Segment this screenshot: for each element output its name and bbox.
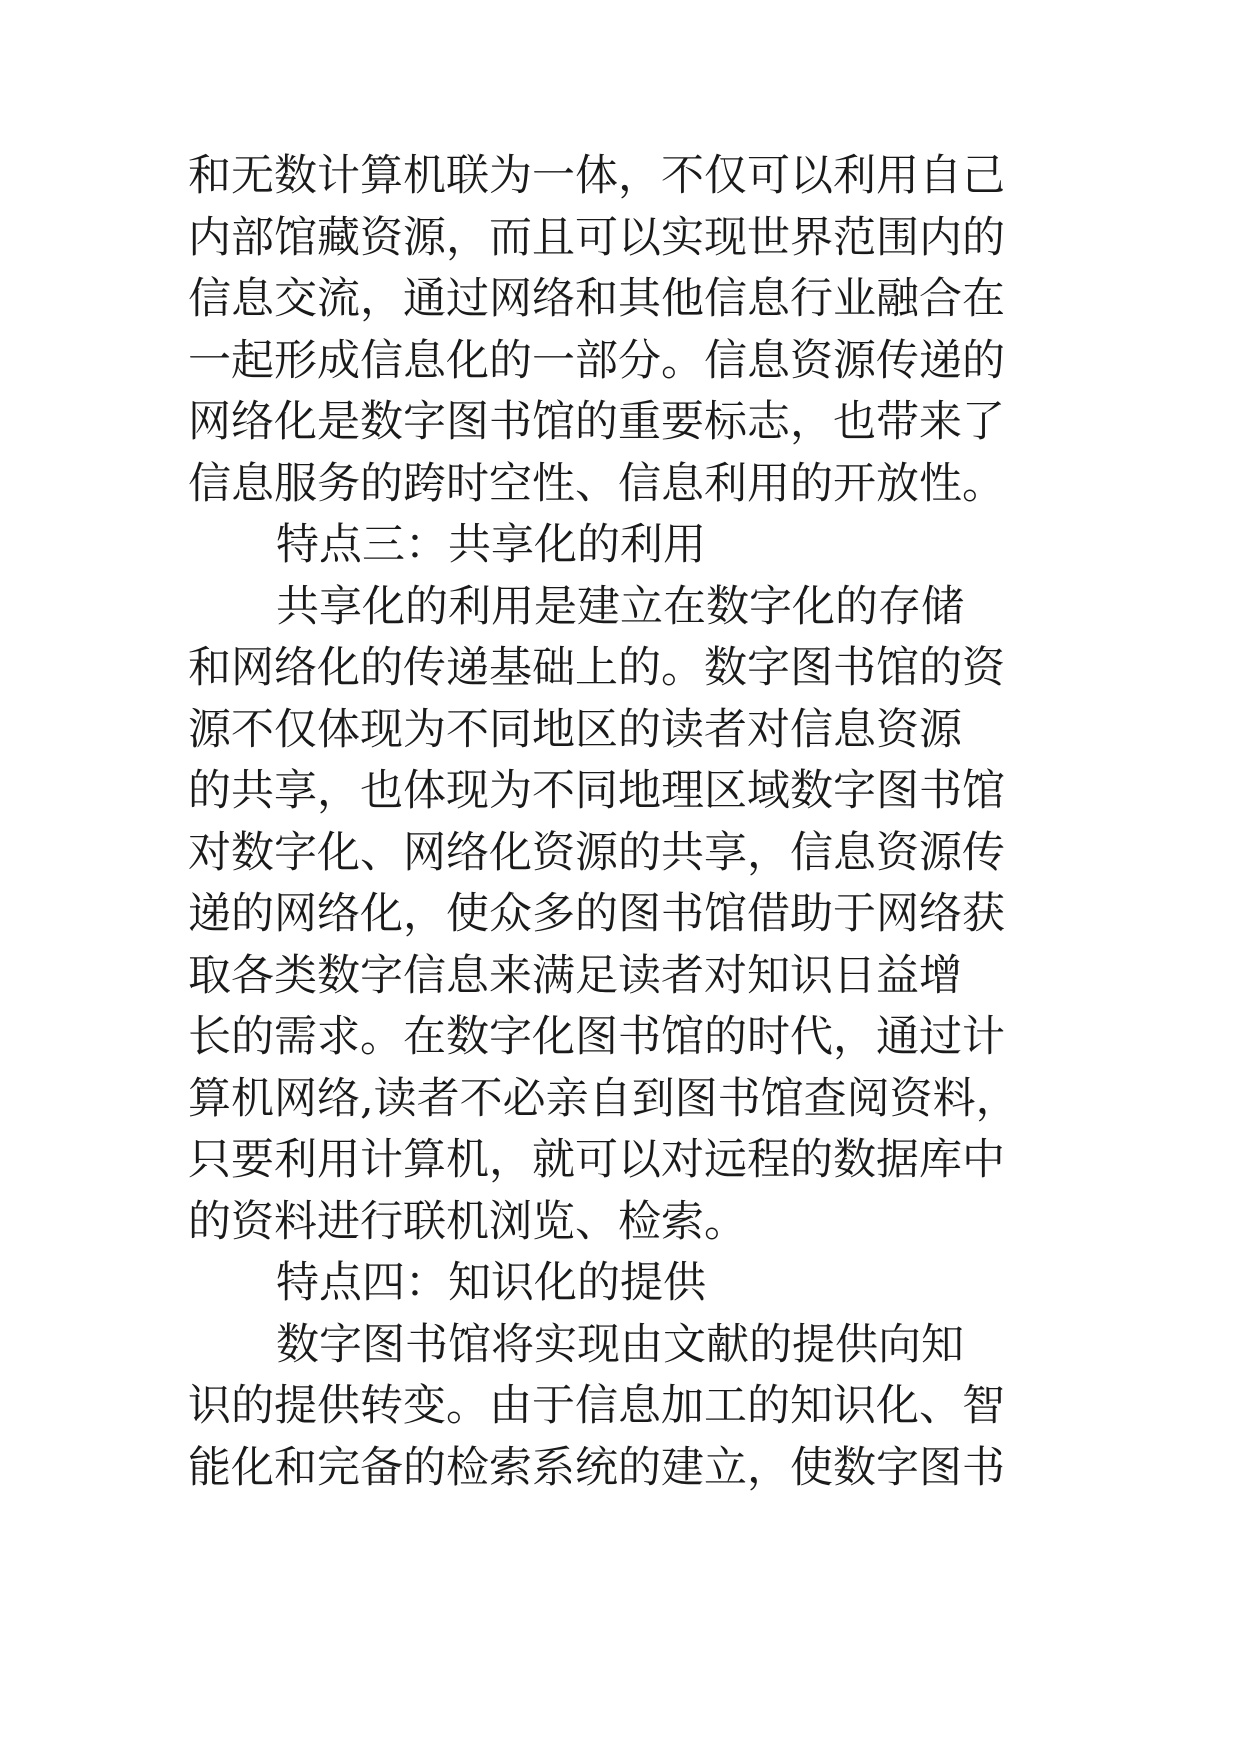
text-line: 能化和完备的检索系统的建立，使数字图书 <box>188 1442 1005 1493</box>
text-line: 一起形成信息化的一部分。信息资源传递的 <box>188 335 1005 386</box>
text-line: 源不仅体现为不同地区的读者对信息资源 <box>188 704 962 755</box>
text-line: 递的网络化，使众多的图书馆借助于网络获 <box>188 889 1005 939</box>
text-line: 长的需求。在数字化图书馆的时代，通过计 <box>188 1012 1005 1062</box>
text-line: 和网络化的传递基础上的。数字图书馆的资 <box>188 643 1005 693</box>
text-line: 对数字化、网络化资源的共享，信息资源传 <box>188 827 1005 878</box>
paragraph-start-line: 特点三：共享化的利用 <box>276 520 706 570</box>
text-line: 网络化是数字图书馆的重要标志，也带来了 <box>188 397 1005 447</box>
text-line: 算机网络,读者不必亲自到图书馆查阅资料， <box>188 1073 1019 1124</box>
paragraph-start-line: 数字图书馆将实现由文献的提供向知 <box>276 1319 964 1370</box>
text-line: 信息服务的跨时空性、信息利用的开放性。 <box>188 458 1005 509</box>
text-line: 取各类数字信息来满足读者对知识日益增 <box>188 950 962 1001</box>
text-line: 和无数计算机联为一体，不仅可以利用自己 <box>188 151 1005 201</box>
text-line: 的资料进行联机浏览、检索。 <box>188 1196 747 1247</box>
text-line: 内部馆藏资源，而且可以实现世界范围内的 <box>188 212 1005 263</box>
text-line: 的共享，也体现为不同地理区域数字图书馆 <box>188 766 1005 816</box>
text-line: 信息交流，通过网络和其他信息行业融合在 <box>188 274 1005 324</box>
paragraph-start-line: 特点四：知识化的提供 <box>276 1258 706 1308</box>
body-text <box>188 146 1088 1499</box>
text-line: 识的提供转变。由于信息加工的知识化、智 <box>188 1381 1005 1431</box>
text-line: 只要利用计算机，就可以对远程的数据库中 <box>188 1135 1005 1185</box>
paragraph-start-line: 共享化的利用是建立在数字化的存储 <box>276 581 964 632</box>
